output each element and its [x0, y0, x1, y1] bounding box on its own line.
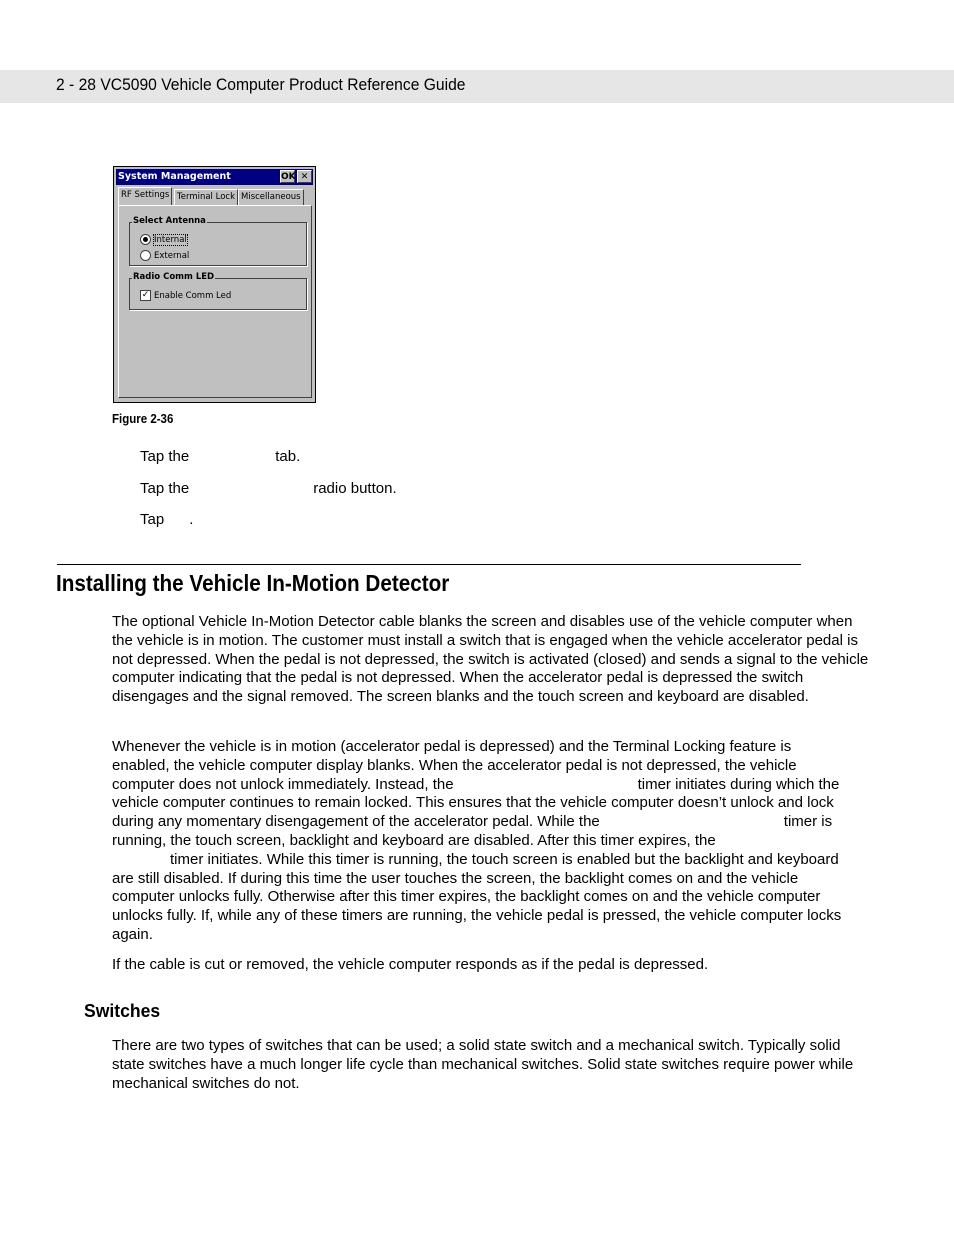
tab-rf-settings[interactable]: RF Settings — [118, 187, 172, 205]
paragraph-intro: The optional Vehicle In-Motion Detector cable blanks the screen and disables use of the vehicle computer when the vehicle is in motion. The customer must install a switch that is engaged when the vehicle accelerator pedal is not depressed. When the pedal is not depressed, the switch is activated (closed) and sends a signal to the vehicle computer indicating that the pedal is not depressed. When the accelerator pedal is depressed the switch disengages and the signal removed. The screen blanks and the touch screen and keyboard are disabled. — [112, 613, 869, 706]
group-label: Select Antenna — [133, 216, 206, 226]
radio-unselected-icon — [140, 250, 151, 261]
step-1 — [140, 448, 300, 465]
text-run: timer initiates. While this timer is running, the touch screen is enabled but the backlight and keyboard — [170, 850, 839, 868]
step-text: Tap the — [140, 448, 190, 465]
text-line — [112, 851, 872, 870]
step-text: . — [189, 511, 194, 528]
text-line: enabled, the vehicle computer display blanks. When the accelerator pedal is not depressed, the vehicle — [112, 756, 797, 774]
text-run: during any momentary disengagement of the accelerator pedal. While the — [112, 813, 600, 831]
paragraph-cable: If the cable is cut or removed, the vehicle computer responds as if the pedal is depressed. — [112, 956, 709, 973]
text-line: computer unlocks fully. Otherwise after this timer expires, the backlight comes on and the vehicle computer — [112, 888, 821, 906]
system-management-screenshot — [113, 166, 316, 403]
text-line: unlocks fully. If, while any of these timers are running, the vehicle pedal is pressed, the vehicle computer locks — [112, 907, 842, 925]
tab-panel — [118, 205, 312, 398]
subsection-heading: Switches — [84, 1000, 161, 1021]
radio-internal-label: Internal — [154, 235, 187, 245]
text-line — [112, 776, 872, 795]
enable-comm-led-checkbox[interactable] — [140, 290, 231, 301]
step-text: Tap the — [140, 480, 190, 497]
step-3 — [140, 511, 193, 528]
tab-miscellaneous[interactable]: Miscellaneous — [238, 189, 304, 205]
tab-terminal-lock[interactable]: Terminal Lock — [174, 189, 238, 205]
text-line — [112, 813, 872, 832]
step-text: Tap — [140, 511, 165, 528]
close-icon[interactable]: ✕ — [297, 170, 312, 183]
window-titlebar — [116, 169, 313, 185]
checkbox-label: Enable Comm Led — [154, 291, 232, 301]
step-text: radio button. — [313, 480, 397, 497]
text-line: are still disabled. If during this time the user touches the screen, the backlight comes on and the vehicle — [112, 869, 799, 887]
section-heading: Installing the Vehicle In-Motion Detector — [56, 570, 450, 596]
checkmark-icon: ✓ — [141, 290, 150, 300]
text-run: timer is — [783, 813, 833, 831]
step-text: tab. — [275, 448, 301, 465]
radio-selected-icon — [140, 234, 151, 245]
text-run: computer does not unlock immediately. Instead, the — [112, 775, 454, 793]
step-2 — [140, 480, 397, 497]
radio-external-label: External — [154, 251, 190, 261]
page-header: 2 - 28 VC5090 Vehicle Computer Product Reference Guide — [56, 75, 466, 94]
text-line: vehicle computer continues to remain locked. This ensures that the vehicle computer doesn’t unlock and lock — [112, 794, 834, 812]
paragraph-switches: There are two types of switches that can be used; a solid state switch and a mechanical switch. Typically solid state switches have a much longer life cycle than mechanical switches. Solid state switches require power while mechanical switches do not. — [112, 1037, 854, 1092]
radio-internal[interactable] — [140, 234, 187, 245]
figure-caption: Figure 2-36 — [112, 412, 174, 426]
text-line: Whenever the vehicle is in motion (accelerator pedal is depressed) and the Terminal Locking feature is — [112, 738, 792, 755]
select-antenna-group — [129, 216, 307, 266]
paragraph-terminal-locking — [112, 738, 872, 945]
section-divider — [57, 564, 801, 565]
text-run: timer initiates during which the — [637, 775, 840, 793]
text-line: again. — [112, 925, 153, 943]
ok-button[interactable]: OK — [281, 172, 296, 182]
radio-comm-led-group — [129, 272, 307, 310]
text-line: running, the touch screen, backlight and keyboard are disabled. After this timer expires, the — [112, 831, 716, 849]
window-title: System Management — [118, 171, 231, 182]
radio-external[interactable] — [140, 250, 189, 261]
group-label: Radio Comm LED — [133, 272, 215, 282]
